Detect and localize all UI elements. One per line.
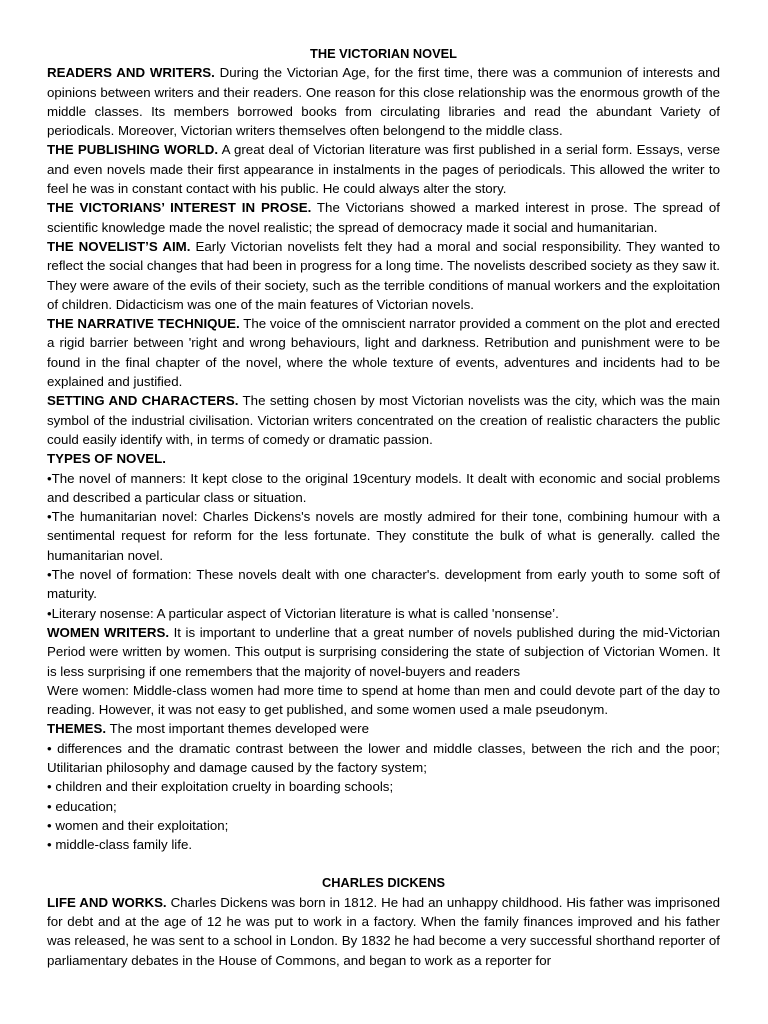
section-text: Charles Dickens was born in 1812. He had an unhappy childhood. His father was imprisoned for debt and at the age of 12 he was put to work in a factory. When the family finances improved and his father was released, he was sent to a school in London. By 1832 he had become a very successful shorthand reporter of parliamentary debates in the House of Commons, and began to work as a reporter for [47, 894, 720, 968]
dickens-title: CHARLES DICKENS [321, 875, 445, 891]
list-item: •The novel of manners: It kept close to the original 19century models. It dealt with economic and social problems and described a particular class or situation. [47, 470, 720, 505]
section-label: THE NARRATIVE TECHNIQUE. [47, 316, 240, 332]
section-themes [47, 719, 720, 738]
section-women-writers-cont: Were women: Middle-class women had more time to spend at home than men and could devote part of the day to reading. However, it was not easy to get published, and some women used a male pseudonym. [47, 682, 720, 718]
section-readers-writers [47, 63, 720, 140]
section-women-writers [47, 623, 720, 681]
section-text: The most important themes developed were [106, 721, 369, 737]
section-label: THE PUBLISHING WORLD. [47, 142, 219, 158]
section-novelists-aim [47, 237, 720, 314]
list-item: • education; [47, 798, 117, 814]
document-title: THE VICTORIAN NOVEL [310, 46, 457, 61]
section-text: During the Victorian Age, for the first time, there was a communion of interests and opinions between writers and their readers. One reason for this close relationship was the enormous growth of the middle classes. Its members borrowed books from circulating libraries and read the abundant Variety of periodicals. Moreover, Victorian writers themselves often belongend to the middle class. [47, 65, 720, 139]
section-label: WOMEN WRITERS. [47, 624, 170, 640]
section-label: READERS AND WRITERS. [47, 65, 215, 81]
list-item: •The novel of formation: These novels dealt with one character's. development from early youth to some soft of maturity. [47, 567, 720, 602]
list-item: • children and their exploitation cruelty in boarding schools; [47, 779, 394, 795]
list-item: •The humanitarian novel: Charles Dickens's novels are mostly admired for their tone, combining humour with a sentimental request for reform for the less fortunate. They constitute the bulk of what is generally. called the humanitarian novel. [47, 509, 720, 563]
list-item: •Literary nosense: A particular aspect of Victorian literature is what is called 'nonsense’. [47, 605, 559, 621]
section-spacer [47, 854, 720, 873]
section-label: LIFE AND WORKS. [47, 894, 167, 910]
section-publishing-world [47, 140, 720, 198]
section-interest-in-prose [47, 198, 720, 237]
section-text: A great deal of Victorian literature was first published in a serial form. Essays, verse and even novels made their first appearance in instalments in the pages of periodicals. This allowed the writer to feel he was in constant contact with his public. He could always alter the story. [47, 142, 720, 197]
section-text: The voice of the omniscient narrator provided a comment on the plot and erected a rigid barrier between 'right and wrong behaviours, light and darkness. Retribution and punishment were to be found in the final chapter of the novel, where the whole texture of events, adventures and incidents had to be explained and justified. [47, 316, 720, 390]
section-label: THEMES. [47, 721, 107, 737]
section-life-and-works [47, 893, 720, 970]
section-label: THE NOVELIST’S AIM. [47, 238, 191, 254]
section-text: The Victorians showed a marked interest in prose. The spread of scientific knowledge made the novel realistic; the spread of democracy made it social and humanitarian. [47, 200, 721, 235]
list-item: • women and their exploitation; [47, 817, 229, 833]
section-narrative-technique [47, 314, 720, 391]
section-label: THE VICTORIANS’ INTEREST IN PROSE. [47, 200, 312, 216]
section-setting-characters [47, 391, 720, 449]
section-label: SETTING AND CHARACTERS. [47, 393, 239, 409]
types-of-novel-heading: TYPES OF NOVEL. [47, 451, 166, 467]
list-item: • middle-class family life. [47, 837, 193, 853]
list-item: • differences and the dramatic contrast between the lower and middle classes, between the rich and the poor; Utilitarian philosophy and damage caused by the factory system; [47, 740, 720, 775]
section-text: It is important to underline that a great number of novels published during the mid-Victorian Period were written by women. This output is surprising considering the state of subjection of Victorian Women. It is less surprising if one remembers that the majority of novel-buyers and readers [47, 624, 720, 679]
section-text: Early Victorian novelists felt they had a moral and social responsibility. They wanted to reflect the social changes that had been in progress for a long time. The novelists described society as they saw it. They were aware of the evils of their society, such as the terrible conditions of manual workers and the exploitation of children. Didacticism was one of the main features of Victorian novels. [47, 238, 720, 312]
section-text: The setting chosen by most Victorian novelists was the city, which was the main symbol of the industrial civilisation. Victorian writers concentrated on the creation of realistic characters the public could easily identify with, in terms of comedy or dramatic passion. [47, 393, 720, 447]
